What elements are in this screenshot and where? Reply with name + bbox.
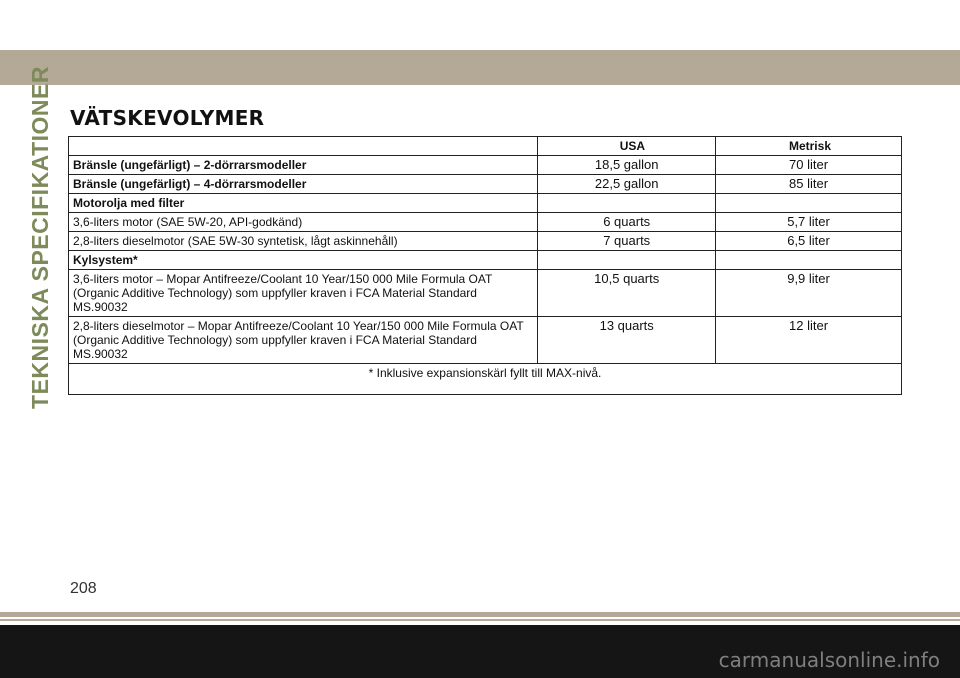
table-row <box>69 270 902 317</box>
row-metric-value: 5,7 liter <box>716 213 902 232</box>
top-decorative-band <box>0 50 960 85</box>
table-footnote: * Inklusive expansionskärl fyllt till MAX-nivå. <box>69 364 902 395</box>
row-usa-value: 6 quarts <box>538 213 716 232</box>
header-usa: USA <box>538 137 716 156</box>
row-usa-value <box>538 194 716 213</box>
row-label: Bränsle (ungefärligt) – 2-dörrarsmodeller <box>69 156 538 175</box>
row-metric-value: 6,5 liter <box>716 232 902 251</box>
table-footnote-row <box>69 364 902 395</box>
fluid-capacity-table <box>68 136 902 395</box>
page-title: VÄTSKEVOLYMER <box>70 106 265 130</box>
table-row <box>69 194 902 213</box>
table-row <box>69 156 902 175</box>
header-metric: Metrisk <box>716 137 902 156</box>
row-label: Kylsystem* <box>69 251 538 270</box>
bottom-decorative-band <box>0 612 960 617</box>
row-metric-value: 85 liter <box>716 175 902 194</box>
section-side-title <box>20 66 60 409</box>
row-usa-value: 7 quarts <box>538 232 716 251</box>
row-metric-value <box>716 251 902 270</box>
row-label: 3,6-liters motor (SAE 5W-20, API-godkänd) <box>69 213 538 232</box>
row-metric-value <box>716 194 902 213</box>
row-usa-value: 22,5 gallon <box>538 175 716 194</box>
row-label: 3,6-liters motor – Mopar Antifreeze/Coolant 10 Year/150 000 Mile Formula OAT (Organic Additive Technology) som uppfyller kraven i FCA Material Standard MS.90032 <box>69 270 538 317</box>
row-metric-value: 9,9 liter <box>716 270 902 317</box>
side-title-text: TEKNISKA SPECIFIKATIONER <box>26 66 53 409</box>
row-metric-value: 70 liter <box>716 156 902 175</box>
row-label: 2,8-liters dieselmotor – Mopar Antifreeze/Coolant 10 Year/150 000 Mile Formula OAT (Organic Additive Technology) som uppfyller kraven i FCA Material Standard MS.90032 <box>69 317 538 364</box>
row-label: Bränsle (ungefärligt) – 4-dörrarsmodeller <box>69 175 538 194</box>
row-metric-value: 12 liter <box>716 317 902 364</box>
table-row <box>69 251 902 270</box>
table-header-row <box>69 137 902 156</box>
row-label: Motorolja med filter <box>69 194 538 213</box>
table-row <box>69 232 902 251</box>
row-label: 2,8-liters dieselmotor (SAE 5W-30 syntetisk, lågt askinnehåll) <box>69 232 538 251</box>
table-row <box>69 175 902 194</box>
table-row <box>69 317 902 364</box>
watermark-text: carmanualsonline.info <box>718 648 940 672</box>
bottom-decorative-line <box>0 619 960 621</box>
row-usa-value: 10,5 quarts <box>538 270 716 317</box>
row-usa-value: 18,5 gallon <box>538 156 716 175</box>
row-usa-value: 13 quarts <box>538 317 716 364</box>
page-number: 208 <box>70 580 97 597</box>
row-usa-value <box>538 251 716 270</box>
header-empty-cell <box>69 137 538 156</box>
table-row <box>69 213 902 232</box>
